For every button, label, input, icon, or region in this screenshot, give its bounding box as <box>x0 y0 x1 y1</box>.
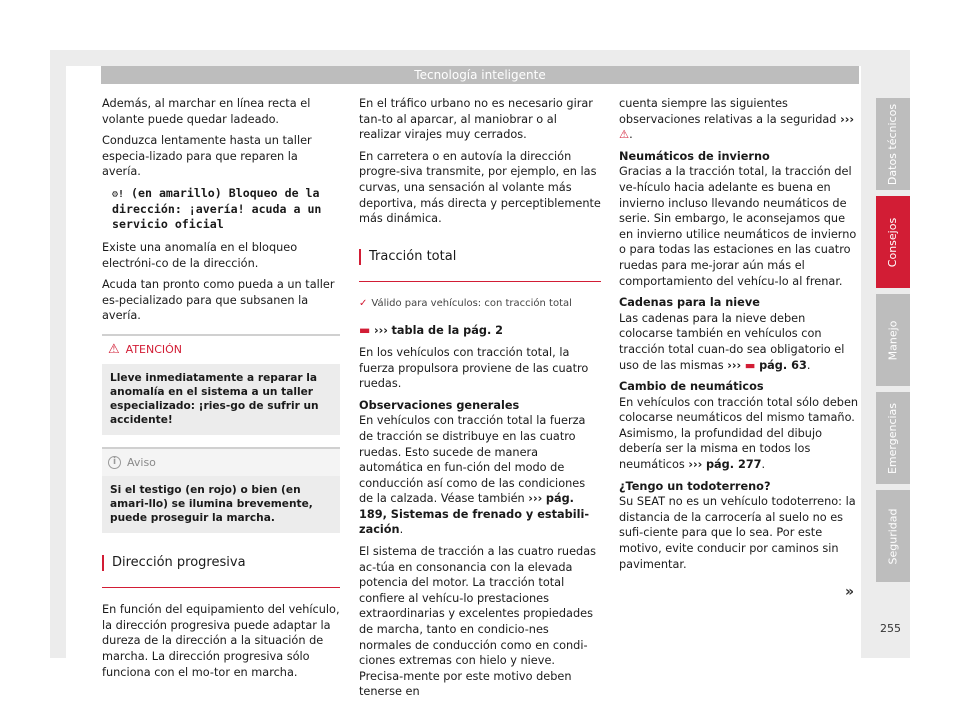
paragraph: En los vehículos con tracción total, la fuerza propulsora proviene de las cuatro ruedas. <box>359 345 589 391</box>
paragraph: Además, al marchar en línea recta el volante puede quedar ladeado. <box>102 97 311 126</box>
paragraph-text: Las cadenas para la nieve deben colocarse también en vehículos con tracción total cuan-do sea obligatorio el uso de las mismas <box>619 311 845 372</box>
arrow-icon: ››› <box>727 358 742 372</box>
tab-label: Seguridad <box>886 508 900 564</box>
arrow-icon: ››› <box>688 458 703 472</box>
tab-label: Consejos <box>886 217 900 267</box>
tab-emergencias[interactable] <box>876 392 910 484</box>
paragraph: cuenta siempre las siguientes observaciones relativas a la seguridad ››› ⚠. <box>619 97 855 142</box>
page-header: Tecnología inteligente <box>101 66 859 84</box>
car-icon: ▬ <box>359 323 371 338</box>
warning-lamp-heading <box>112 186 340 232</box>
paragraph: En el tráfico urbano no es necesario girar tan-to al aparcar, al maniobrar o al realizar virajes muy cerrados. <box>359 97 593 142</box>
column-3 <box>619 96 859 578</box>
section-divider <box>102 587 340 588</box>
check-icon: ✓ <box>359 297 368 309</box>
page-number: 255 <box>880 622 901 635</box>
warning-triangle-icon: ⚠ <box>619 128 630 142</box>
aviso-text: Si el testigo (en rojo) o bien (en amari-llo) se ilumina brevemente, puede proseguir la marcha. <box>102 476 340 533</box>
table-reference[interactable] <box>359 323 601 339</box>
paragraph: Gracias a la tracción total, la tracción del ve-hículo hacia adelante es buena en invierno incluso llevando neumáticos de serie. Sin embargo, le aconsejamos que en invierno utilice neumáticos de invierno o para todas las estaciones en las cuatro ruedas para me-jorar aún más el comportamiento del vehícu-lo al frenar. <box>619 165 857 288</box>
page-reference[interactable]: pág. 63 <box>759 358 807 372</box>
subheading: Observaciones generales <box>359 398 520 412</box>
tab-datos-tecnicos[interactable] <box>876 98 910 190</box>
paragraph-text: En vehículos con tracción total sólo deben colocarse neumáticos del mismo tamaño. Asimismo, la profundidad del dibujo debería ser la misma en todos los neumáticos <box>619 395 859 472</box>
paragraph: En vehículos con tracción total sólo deben colocarse neumáticos del mismo tamaño. Asimismo, la profundidad del dibujo debería ser la misma en todos los neumáticos ››› pág. 277. <box>619 395 859 472</box>
subheading: Cambio de neumáticos <box>619 380 764 394</box>
paragraph-text: cuenta siempre las siguientes observaciones relativas a la seguridad <box>619 97 837 126</box>
atencion-box <box>102 334 340 435</box>
validity-note <box>359 296 601 312</box>
subheading: Cadenas para la nieve <box>619 296 760 310</box>
arrow-icon: ››› <box>373 324 388 338</box>
section-heading: Tracción total <box>359 249 601 265</box>
tab-label: Datos técnicos <box>886 103 900 185</box>
atencion-text: Lleve inmediatamente a reparar la anomalía en el sistema a un taller especializado: ¡ries-go de sufrir un accidente! <box>102 364 340 435</box>
validity-text: Válido para vehículos: con tracción total <box>371 297 572 309</box>
subheading: Neumáticos de invierno <box>619 149 770 163</box>
info-icon: i <box>108 456 121 469</box>
paragraph: En carretera o en autovía la dirección progre-siva transmite, por ejemplo, en las curvas, una sensación al volante más deportiva, más directa y perceptiblemente más dinámica. <box>359 149 601 226</box>
steering-warning-icon: ⚙! <box>112 188 125 200</box>
table-reference-text: tabla de la pág. 2 <box>391 324 504 338</box>
tab-label: Emergencias <box>886 402 900 474</box>
aviso-box <box>102 447 340 534</box>
column-1 <box>102 96 340 686</box>
tab-consejos[interactable] <box>876 196 910 288</box>
atencion-label: ATENCIÓN <box>125 342 183 356</box>
continue-arrow-icon: » <box>845 584 855 600</box>
column-2 <box>359 96 601 706</box>
aviso-label: Aviso <box>127 455 156 469</box>
atencion-header <box>102 336 340 364</box>
aviso-header <box>102 449 340 477</box>
paragraph: En función del equipamiento del vehículo, la dirección progresiva puede adaptar la dureza de la dirección a la situación de marcha. La dirección progresiva sólo funciona con el mo-tor en marcha. <box>102 603 340 679</box>
paragraph: Conduzca lentamente hasta un taller especia-lizado para que reparen la avería. <box>102 134 312 179</box>
arrow-icon: ››› <box>528 492 543 506</box>
section-heading: Dirección progresiva <box>102 555 340 571</box>
paragraph-text: En vehículos con tracción total la fuerza de tracción se distribuye en las cuatro ruedas. Esto sucede de manera automática en fun-ción del modo de conducción así como de las condiciones de la calzada. Véase también <box>359 414 586 506</box>
section-divider <box>359 281 601 282</box>
page-reference[interactable]: pág. 189, Sistemas de frenado y estabili-zación <box>359 492 590 537</box>
subheading: ¿Tengo un todoterreno? <box>619 479 771 493</box>
paragraph: Su SEAT no es un vehículo todoterreno: la distancia de la carrocería al suelo no es sufi-ciente para que lo sea. Por este motivo, evite conducir por caminos sin pavimentar. <box>619 495 856 571</box>
tab-seguridad[interactable] <box>876 490 910 582</box>
book-icon: ▬ <box>744 358 756 372</box>
paragraph: Existe una anomalía en el bloqueo electróni-co de la dirección. <box>102 240 298 270</box>
warning-triangle-icon: ⚠ <box>108 342 120 358</box>
paragraph: Las cadenas para la nieve deben colocarse también en vehículos con tracción total cuan-do sea obligatorio el uso de las mismas ››› ▬ pág. 63. <box>619 311 845 372</box>
paragraph: Acuda tan pronto como pueda a un taller es-pecializado para que subsanen la avería. <box>102 278 335 323</box>
paragraph: En vehículos con tracción total la fuerza de tracción se distribuye en las cuatro ruedas. Esto sucede de manera automática en fun-ción del modo de conducción así como de las condiciones de la calzada. Véase también ››› pág. 189, Sistemas de frenado y estabili-zación. <box>359 414 590 537</box>
paragraph: El sistema de tracción a las cuatro ruedas ac-túa en consonancia con la elevada potencia del motor. La tracción total confiere al vehícu-lo prestaciones extraordinarias y excelentes propiedades de marcha, tanto en condicio-nes normales de conducción como en condi-ciones extremas con hielo y nieve. Precisa-mente por este motivo deben tenerse en <box>359 545 597 699</box>
tab-label: Manejo <box>886 320 900 360</box>
arrow-icon: ››› <box>840 112 855 126</box>
page-reference[interactable]: pág. 277 <box>705 458 762 472</box>
tab-manejo[interactable] <box>876 294 910 386</box>
warning-lamp-text: (en amarillo) Bloqueo de la dirección: ¡avería! acuda a un servicio oficial <box>112 185 322 231</box>
